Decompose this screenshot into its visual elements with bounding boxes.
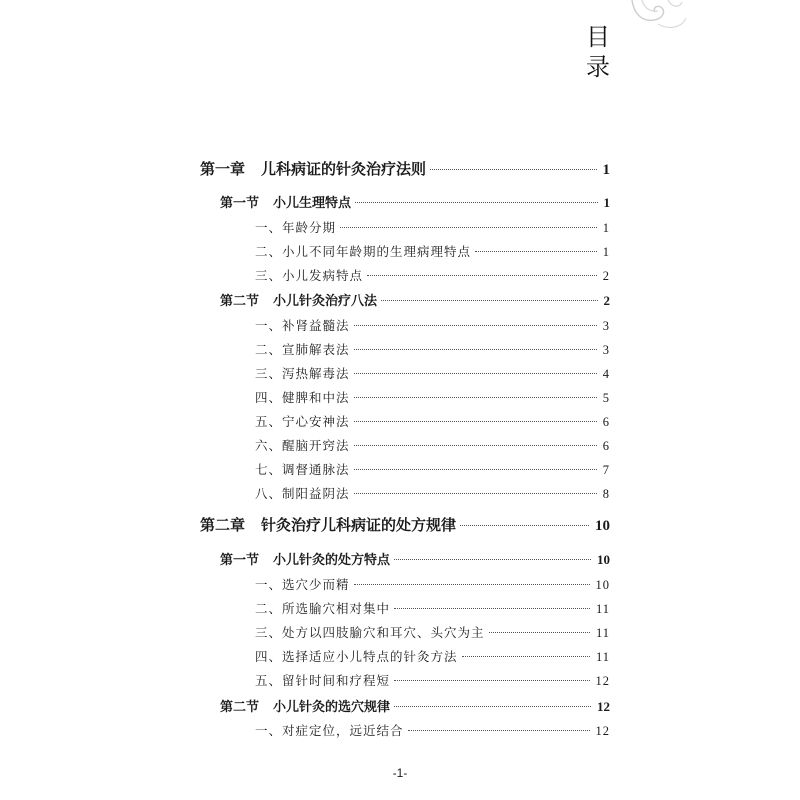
toc-section-number: 第一节 (220, 553, 260, 568)
toc-item-label (255, 412, 350, 430)
toc-item-title: 三、小儿发病特点 (255, 268, 364, 283)
toc-section-number: 第一节 (220, 196, 260, 211)
toc-item-page: 11 (595, 650, 610, 664)
title-char-1: 目 (586, 23, 610, 51)
dot-leader (354, 493, 597, 494)
toc-item[interactable] (255, 218, 610, 240)
dot-leader (354, 373, 597, 374)
toc-section[interactable] (220, 549, 610, 571)
toc-item[interactable] (255, 388, 610, 410)
toc-item-page: 3 (602, 343, 610, 357)
toc-item-label (255, 671, 390, 689)
toc-item-title: 二、宣肺解表法 (255, 342, 350, 357)
dot-leader (489, 632, 590, 633)
toc-section-label (220, 290, 377, 309)
toc-item-label (255, 218, 336, 236)
toc-item-title: 五、留针时间和疗程短 (255, 673, 391, 688)
toc-section-page: 12 (597, 699, 610, 714)
toc-item-label (255, 721, 404, 739)
toc-item[interactable] (255, 316, 610, 338)
toc-section-title: 小儿针灸治疗八法 (273, 294, 378, 309)
toc-chapter-title: 儿科病证的针灸治疗法则 (261, 160, 427, 178)
dot-leader (475, 251, 597, 252)
toc-item-title: 二、所选腧穴相对集中 (255, 601, 391, 616)
toc-item[interactable] (255, 242, 610, 264)
dot-leader (355, 202, 597, 203)
toc-section-page: 1 (603, 195, 610, 210)
toc-section-label (220, 192, 351, 211)
dot-leader (394, 680, 589, 681)
dot-leader (430, 169, 596, 170)
dot-leader (354, 421, 597, 422)
dot-leader (381, 300, 597, 301)
toc-item-title: 八、制阳益阴法 (255, 486, 350, 501)
toc-item-label (255, 599, 390, 617)
toc-item-label (255, 340, 350, 358)
toc-item-page: 7 (602, 463, 610, 477)
toc-chapter-page: 1 (602, 162, 610, 178)
toc-item-title: 四、健脾和中法 (255, 390, 350, 405)
toc-item[interactable] (255, 266, 610, 288)
toc-chapter-label (200, 514, 456, 535)
toc-item[interactable] (255, 623, 610, 645)
toc-section[interactable] (220, 696, 610, 718)
page-number: -1- (392, 766, 408, 780)
toc-item-page: 6 (602, 439, 610, 453)
toc-section[interactable] (220, 290, 610, 312)
toc-item-page: 3 (602, 319, 610, 333)
dot-leader (354, 469, 597, 470)
toc-item-label (255, 364, 350, 382)
toc-item-page: 1 (602, 245, 610, 259)
toc-item[interactable] (255, 412, 610, 434)
toc-item-page: 11 (595, 602, 610, 616)
toc-item-label (255, 623, 485, 641)
toc-item[interactable] (255, 460, 610, 482)
toc-item-label (255, 388, 350, 406)
toc-item-title: 六、醒脑开窍法 (255, 438, 350, 453)
toc-section-page: 2 (603, 293, 610, 308)
toc-item-page: 10 (595, 578, 610, 592)
toc-section-page: 10 (597, 552, 610, 567)
toc-item-page: 8 (602, 487, 610, 501)
toc-item-label (255, 460, 350, 478)
toc-item[interactable] (255, 484, 610, 506)
toc-item-page: 4 (602, 367, 610, 381)
toc-section-label (220, 696, 390, 715)
toc-item-label (255, 436, 350, 454)
toc-item-title: 四、选择适应小儿特点的针灸方法 (255, 649, 458, 664)
toc-item-page: 12 (595, 724, 610, 738)
dot-leader (354, 445, 597, 446)
toc-section-title: 小儿针灸的选穴规律 (273, 700, 391, 715)
toc-item-label (255, 575, 350, 593)
toc-item-title: 二、小儿不同年龄期的生理病理特点 (255, 244, 472, 259)
dot-leader (408, 730, 590, 731)
toc-item-label (255, 242, 471, 260)
toc-item-label (255, 316, 350, 334)
dot-leader (460, 525, 589, 526)
toc-item[interactable] (255, 575, 610, 597)
toc-item-title: 一、补肾益髓法 (255, 318, 350, 333)
toc-section-title: 小儿生理特点 (273, 196, 352, 211)
toc-chapter[interactable] (200, 514, 610, 536)
toc-item[interactable] (255, 599, 610, 621)
toc-section-label (220, 549, 390, 568)
toc-chapter-number: 第一章 (200, 160, 246, 178)
toc-item-page: 5 (602, 391, 610, 405)
toc-item[interactable] (255, 721, 610, 743)
dot-leader (354, 349, 597, 350)
toc-item-title: 三、处方以四肢腧穴和耳穴、头穴为主 (255, 625, 485, 640)
toc-section-number: 第二节 (220, 700, 260, 715)
toc-item[interactable] (255, 436, 610, 458)
toc-item-page: 6 (602, 415, 610, 429)
toc-section[interactable] (220, 192, 610, 214)
toc-item-page: 2 (602, 269, 610, 283)
toc-item-title: 七、调督通脉法 (255, 462, 350, 477)
toc-item-page: 12 (595, 674, 610, 688)
toc-chapter-title: 针灸治疗儿科病证的处方规律 (261, 516, 457, 534)
toc-chapter[interactable] (200, 158, 610, 180)
toc-section-number: 第二节 (220, 294, 260, 309)
dot-leader (354, 397, 597, 398)
toc-item-title: 一、选穴少而精 (255, 577, 350, 592)
toc-item-label (255, 484, 350, 502)
toc-item[interactable] (255, 647, 610, 669)
toc-item[interactable] (255, 340, 610, 362)
dot-leader (354, 325, 597, 326)
toc-item-page: 11 (595, 626, 610, 640)
dot-leader (394, 559, 591, 560)
toc-item-title: 五、宁心安神法 (255, 414, 350, 429)
toc-section-title: 小儿针灸的处方特点 (273, 553, 391, 568)
toc-item-label (255, 266, 363, 284)
toc-chapter-label (200, 158, 426, 179)
toc-item[interactable] (255, 671, 610, 693)
dot-leader (354, 584, 590, 585)
dot-leader (340, 227, 597, 228)
title-char-2: 录 (586, 53, 610, 81)
dot-leader (394, 706, 591, 707)
toc-item-title: 一、年龄分期 (255, 220, 337, 235)
dot-leader (462, 656, 590, 657)
toc-item-title: 一、对症定位，远近结合 (255, 723, 404, 738)
toc-chapter-number: 第二章 (200, 516, 246, 534)
toc-chapter-page: 10 (595, 518, 610, 534)
dot-leader (394, 608, 590, 609)
toc-item-label (255, 647, 458, 665)
toc-item[interactable] (255, 364, 610, 386)
dot-leader (367, 275, 597, 276)
toc-item-page: 1 (602, 221, 610, 235)
toc-item-title: 三、泻热解毒法 (255, 366, 350, 381)
